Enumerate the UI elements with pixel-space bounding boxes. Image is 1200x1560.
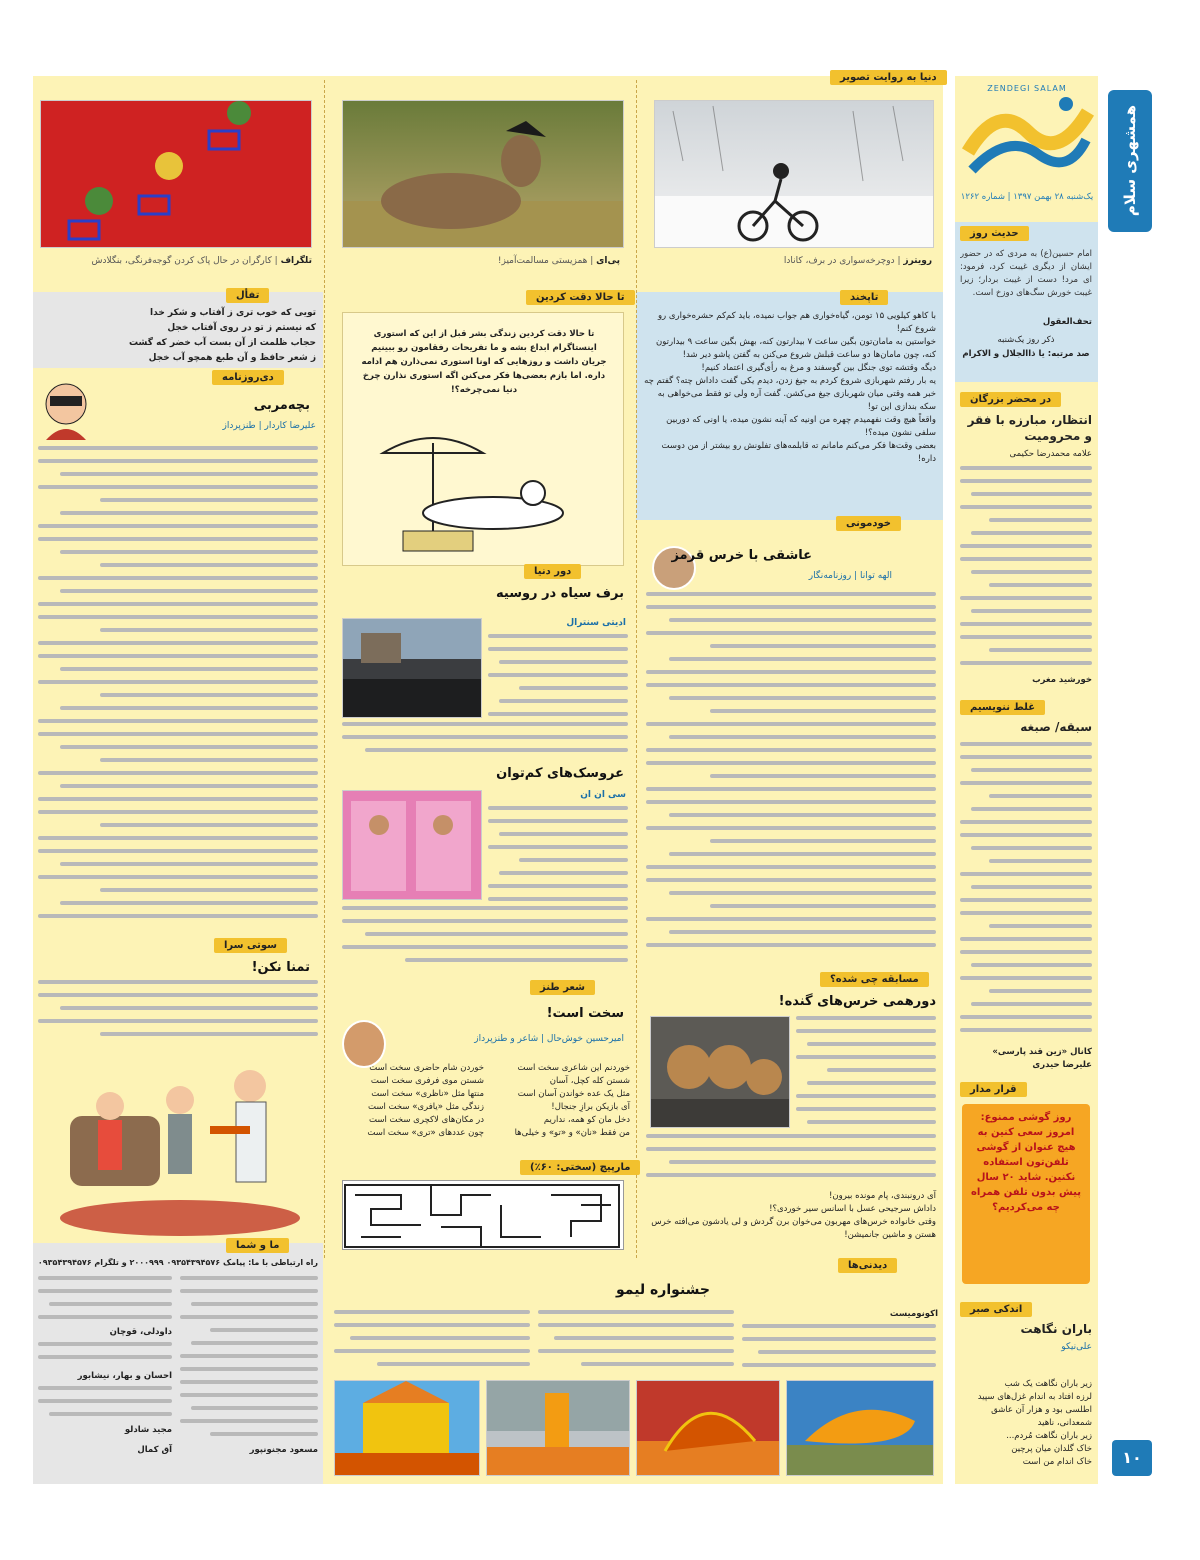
verse: که نیستم ز تو در روی آفتاب خجل bbox=[167, 323, 316, 333]
hadith-source: تحف‌العقول bbox=[1042, 317, 1092, 327]
photo-source: رویترز bbox=[903, 256, 932, 266]
photo-cyclist bbox=[654, 100, 934, 248]
author-role: روزنامه‌نگار bbox=[808, 571, 852, 581]
festival-body-2 bbox=[538, 1310, 734, 1370]
photo-caption: کارگران در حال پاک کردن گوجه‌فرنگی، بنگلادش bbox=[91, 256, 272, 266]
maze[interactable] bbox=[342, 1180, 624, 1250]
world-story2-body bbox=[488, 806, 628, 902]
author-name: علیرضا کاردار bbox=[264, 421, 316, 431]
tafal-verses bbox=[40, 306, 316, 366]
humor-col-right bbox=[486, 1062, 630, 1140]
verse: شستن موی فرفری سخت است bbox=[370, 1076, 484, 1086]
sooti-tag: سوتی سرا bbox=[214, 938, 287, 953]
contest-body bbox=[796, 1016, 936, 1128]
photo-cyclist-caption: رویترز | دوچرخه‌سواری در برف، کانادا bbox=[783, 256, 932, 266]
contest-list bbox=[646, 1190, 936, 1242]
photo-bears bbox=[650, 1016, 790, 1128]
verse: تویی که خوب تری ز آفتاب و شکر خدا bbox=[150, 308, 316, 318]
tapkhand-tag: تاپخند bbox=[840, 290, 888, 305]
contest-item: آی درونبندی، پام مونده بیرون! bbox=[829, 1191, 936, 1201]
diary-byline: علیرضا کاردار | طنزپرداز bbox=[222, 421, 316, 431]
verse: در مکان‌های لاکچری سخت است bbox=[368, 1115, 484, 1125]
scholars-title: انتظار، مبارزه با فقر و محرومیت bbox=[967, 413, 1092, 443]
festival-body-3 bbox=[334, 1310, 530, 1370]
verse: شستن کله کچل، آسان bbox=[549, 1076, 630, 1086]
world-story1-lead: ادیتی سنترال bbox=[566, 618, 626, 628]
verse: خوردنم این شاعری سخت است bbox=[517, 1063, 630, 1073]
tapkhand-item: با کاهو کیلویی ۱۵ تومن، گیاه‌خواری هم جواب نمیده، باید کم‌کم حشره‌خواری رو شروع کنم! bbox=[657, 311, 936, 334]
rules-tag: قرار مدار bbox=[960, 1082, 1027, 1097]
festival-photo bbox=[486, 1380, 630, 1476]
comic-speech: تا حالا دقت کردین زندگی بشر قبل از این که استوری اینستاگرام ابداع بشه و ما تفریحات رفقامون رو ببینیم جریان داشت و روزهایی که اونا استوری نمی‌ذارن هم ادامه داره. اما بازم بعضی‌ها فکر می‌کنن اگه استوری نذارن چرخ دنیا نمی‌چرخه؟! bbox=[361, 329, 607, 395]
redbear-title: عاشقی با خرس قرمز bbox=[671, 548, 812, 563]
world-story1-title: برف سیاه در روسیه bbox=[496, 586, 624, 601]
tapkhand-item: واقعاً هیچ وقت نفهمیدم چهره من اونیه که آینه نشون میده، یا اونی که دوربین سلفی نشون میده؟! bbox=[666, 415, 936, 438]
humor-author-avatar bbox=[342, 1020, 386, 1068]
festival-title: جشنواره لیمو bbox=[616, 1282, 710, 1298]
verse: مثل یک عده خواندن آسان است bbox=[517, 1089, 630, 1099]
poem-line: خاک اندام من است bbox=[1022, 1457, 1092, 1467]
contest-item: وقتی خانواده خرس‌های مهربون می‌خوان برن گردش و لی یادشون می‌افته خرس هستن و ماشین جانمیشن! bbox=[651, 1217, 936, 1240]
page-number: ۱۰ bbox=[1112, 1440, 1152, 1476]
world-story2-title: عروسک‌های کم‌توان bbox=[496, 766, 624, 781]
photo-tomato bbox=[40, 100, 312, 248]
mail-body-left-3 bbox=[38, 1386, 172, 1420]
scholars-author: علامه محمدرضا حکیمی bbox=[1009, 449, 1092, 459]
scholars-source: خورشید مغرب bbox=[1032, 675, 1092, 685]
verse: آی بازیکن برازِ جنجال! bbox=[551, 1102, 630, 1112]
logo-sub: ZENDEGI SALAM bbox=[987, 84, 1067, 93]
photo-caption: همزیستی مسالمت‌آمیز! bbox=[497, 256, 588, 266]
photo-tomato-caption: تلگراف | کارگران در حال پاک کردن گوجه‌فرنگی، بنگلادش bbox=[91, 256, 312, 266]
column-divider bbox=[636, 80, 637, 1258]
mail-body-right bbox=[180, 1276, 318, 1376]
photo-source: پی‌ای bbox=[596, 256, 620, 266]
tapkhand-item: بعضی وقت‌ها فکر می‌کنم مامانم ته قابلمه‌های تفلونش رو بیشتر از من دوست داره! bbox=[661, 441, 936, 464]
mail-name: داودلی، قوچان bbox=[109, 1327, 172, 1337]
contest-title: دورهمی خرس‌های گنده! bbox=[778, 994, 936, 1009]
comic-tag: تا حالا دقت کردین bbox=[526, 290, 635, 305]
festival-body-1 bbox=[742, 1324, 936, 1370]
humor-tag: شعر طنز bbox=[530, 980, 595, 995]
author-name: الهه توانا bbox=[860, 571, 892, 581]
scholars-body bbox=[960, 466, 1092, 672]
world-story2-body-2 bbox=[342, 906, 628, 972]
sooti-title: تمنا نکن! bbox=[251, 960, 310, 975]
humor-col-left bbox=[340, 1062, 484, 1140]
maze-tag: مارپیچ (سختی: ۶۰٪) bbox=[520, 1160, 640, 1175]
side-label-bar bbox=[1108, 90, 1152, 232]
verse: من فقط «نان» و «تو» و خیلی‌ها bbox=[514, 1128, 630, 1138]
photo-deer-caption: پی‌ای | همزیستی مسالمت‌آمیز! bbox=[497, 256, 620, 266]
tafal-tag: تفأل bbox=[226, 288, 269, 303]
patience-poem bbox=[960, 1378, 1092, 1469]
verse: ز شعر حافظ و آن طبع همچو آب خجل bbox=[148, 353, 316, 363]
photo-source: تلگراف bbox=[280, 256, 312, 266]
diary-title: بچه‌مربی bbox=[253, 398, 310, 413]
tapkhand-item: خواستین به مامان‌تون بگین ساعت ۷ بیدارتون کنه، بهش بگین ساعت ۹ بیدارتون کنه، چون مامان‌ها دو ساعت قبلش شروع می‌کنن به گفتن پاشو دیر شد! bbox=[656, 337, 936, 360]
tapkhand-item: دیگه وقتشه توی جنگل بین گوسفند و مرغ به رأی‌گیری اعتماد کنیم! bbox=[701, 363, 936, 373]
poem-line: زیر باران نگاهت مُردم... bbox=[1006, 1431, 1092, 1441]
hadith-tag: حدیث روز bbox=[960, 226, 1029, 241]
redbear-body bbox=[646, 592, 936, 964]
festival-photo bbox=[334, 1380, 480, 1476]
world-tag: دور دنیا bbox=[524, 564, 581, 579]
mail-tag: ما و شما bbox=[226, 1238, 289, 1253]
hadith-text: امام حسین(ع) به مردی که در حضور ایشان از دیگری غیبت کرد، فرمود: ای مرد! دست از غیبت بردار؛ زیرا غیبت خورش سگ‌های دوزخ است. bbox=[960, 249, 1092, 298]
verse: زندگی مثل «یافری» سخت است bbox=[368, 1102, 484, 1112]
patience-title: باران نگاهت bbox=[1020, 1322, 1092, 1336]
typo-body bbox=[960, 742, 1092, 1042]
poem-line: شمعدانی، ناهید bbox=[1037, 1418, 1092, 1428]
mail-contact: راه ارتباطی با ما: پیامک ۰۹۳۵۴۳۹۴۵۷۶ ۲۰۰۰۹۹۹ و تلگرام ۰۹۳۵۴۳۹۴۵۷۶ bbox=[38, 1258, 318, 1267]
poem-line: لرزه افتاد به اندام غزل‌های سپید bbox=[977, 1392, 1092, 1402]
contest-tag: مسابقه چی شده؟ bbox=[820, 972, 929, 987]
photo-deer bbox=[342, 100, 624, 248]
world-story1-body bbox=[488, 634, 628, 718]
contest-item: داداش سرجیحی عسل با اسانس سیر خوردی؟! bbox=[769, 1204, 936, 1214]
mail-body-left bbox=[38, 1276, 172, 1324]
diary-author-cartoon bbox=[36, 378, 96, 440]
festival-lead: اکونومیست bbox=[889, 1309, 938, 1319]
festival-tag: دیدنی‌ها bbox=[838, 1258, 897, 1273]
poem-line: زیر باران نگاهت یک شب bbox=[1004, 1379, 1092, 1389]
verse: دخل مان کو همه، نداریم bbox=[543, 1115, 630, 1125]
dhikr-label: ذکر روز یک‌شنبه bbox=[997, 335, 1055, 345]
diary-body bbox=[38, 446, 318, 932]
world-story2-lead: سی ان ان bbox=[580, 790, 626, 800]
mail-name: آق کمال bbox=[137, 1445, 172, 1455]
mail-name: مسعود مجنونپور bbox=[249, 1445, 318, 1455]
photos-tag: دنیا به روایت تصویر bbox=[830, 70, 947, 85]
typo-source: کانال «زین قند پارسی» علیرضا حیدری bbox=[992, 1047, 1092, 1070]
verse: حجاب ظلمت از آن بست آب خضر که گشت bbox=[129, 338, 316, 348]
photo-caption: دوچرخه‌سواری در برف، کانادا bbox=[783, 256, 895, 266]
typo-title: سبقه/ صبغه bbox=[1020, 720, 1092, 734]
patience-author: علی‌نیکو bbox=[1061, 1342, 1092, 1352]
verse: منتها مثل «ناظری» سخت است bbox=[371, 1089, 484, 1099]
verse: خوردن شام حاضری سخت است bbox=[369, 1063, 484, 1073]
humor-byline: امیرحسین خوش‌حال | شاعر و طنزپرداز bbox=[474, 1034, 624, 1044]
poem-line: اطلسی بود و هزار آن عاشق bbox=[991, 1405, 1092, 1415]
tapkhand-list bbox=[644, 310, 936, 516]
verse: چون عددهای «تری» سخت است bbox=[367, 1128, 484, 1138]
logo bbox=[958, 82, 1096, 192]
comic-drawing bbox=[343, 423, 625, 563]
family-cartoon bbox=[40, 1046, 316, 1236]
mail-name: احسان و بهار، نیشابور bbox=[77, 1371, 172, 1381]
column-divider bbox=[324, 80, 325, 1258]
author-name: امیرحسین خوش‌حال bbox=[546, 1034, 624, 1044]
comic-panel bbox=[342, 312, 624, 566]
author-role: شاعر و طنزپرداز bbox=[474, 1034, 539, 1044]
diary-tag: دی‌روزنامه bbox=[212, 370, 284, 385]
side-label: همشهری سلام bbox=[1121, 105, 1139, 217]
date-line: یک‌شنبه ۲۸ بهمن ۱۳۹۷ | شماره ۱۲۶۲ bbox=[960, 192, 1094, 202]
rules-box: روز گوشی ممنوع: امروز سعی کنین به هیچ عنوان از گوشی تلفن‌تون استفاده نکنین. شاید ۲۰ سال پیش بدون تلفن همراه چه می‌کردیم؟ bbox=[962, 1104, 1090, 1284]
redbear-tag: خودمونی bbox=[836, 516, 901, 531]
scholars-tag: در محضر بزرگان bbox=[960, 392, 1061, 407]
dhikr: صد مرتبه: یا ذاالجلال و الاکرام bbox=[962, 349, 1090, 359]
world-story1-body-2 bbox=[342, 722, 628, 766]
typo-tag: غلط ننویسیم bbox=[960, 700, 1045, 715]
festival-photo bbox=[636, 1380, 780, 1476]
contest-body-2 bbox=[646, 1134, 936, 1186]
mail-body-left-2 bbox=[38, 1342, 172, 1366]
poem-line: خاک گلدان میان پرچین bbox=[1011, 1444, 1092, 1454]
patience-tag: اندکی صبر bbox=[960, 1302, 1032, 1317]
tapkhand-item: یه بار رفتم شهربازی شروع کردم به جیغ زدن، دیدم یکی گفت داداش چته؟ گفتم چه خبر همه وقتی میان شهربازی جیغ می‌کشن. گفت آره ولی تو فقط می‌خواهی به سکه بندازی این تو! bbox=[644, 376, 936, 412]
humor-title: سخت است! bbox=[546, 1006, 624, 1021]
mail-body-right-2 bbox=[180, 1380, 318, 1442]
sooti-body bbox=[38, 980, 318, 1042]
photo-dolls bbox=[342, 790, 482, 900]
photo-black-snow bbox=[342, 618, 482, 718]
redbear-byline: الهه توانا | روزنامه‌نگار bbox=[808, 571, 892, 581]
festival-photo bbox=[786, 1380, 934, 1476]
author-role: طنزپرداز bbox=[222, 421, 256, 431]
mail-name: مجید شادلو bbox=[124, 1425, 172, 1435]
